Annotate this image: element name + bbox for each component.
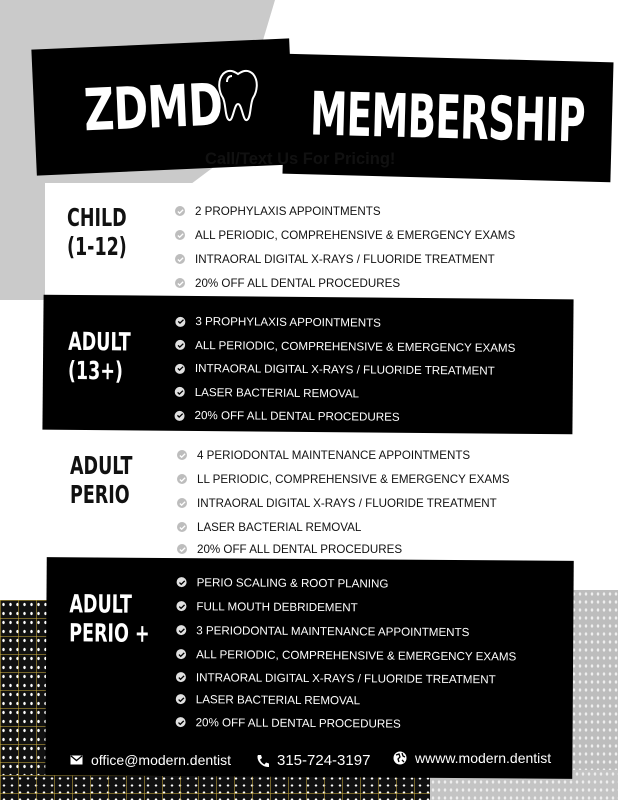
list-item — [175, 247, 515, 271]
phone-icon — [256, 754, 269, 768]
list-item — [176, 688, 516, 712]
feature-text: ALL PERIODIC, COMPREHENSIVE & EMERGENCY EXAMS — [195, 228, 516, 242]
tier-name-line1: ADULT — [68, 326, 131, 357]
list-item — [176, 618, 516, 644]
feature-text: INTRAORAL DIGITAL X-RAYS / FLUORIDE TREATMENT — [194, 362, 495, 378]
tier-name-line1: ADULT — [69, 589, 133, 619]
mail-icon — [70, 755, 83, 765]
list-item — [176, 594, 516, 620]
tier-name — [69, 589, 150, 648]
check-icon — [175, 411, 185, 421]
feature-text: LASER BACTERIAL REMOVAL — [197, 520, 362, 534]
feature-text: LASER BACTERIAL REMOVAL — [195, 692, 361, 707]
list-item — [175, 271, 515, 295]
tier-name — [70, 451, 132, 509]
feature-list — [175, 199, 515, 295]
list-item — [176, 666, 516, 690]
check-icon — [175, 206, 185, 216]
email-link[interactable]: office@modern.dentist — [91, 752, 232, 768]
list-item — [175, 199, 515, 223]
tier-name — [67, 203, 127, 261]
list-item — [175, 380, 515, 406]
check-icon — [175, 387, 185, 397]
footer-phone[interactable] — [256, 752, 370, 769]
check-icon — [176, 649, 186, 659]
tier-name-line1: ADULT — [70, 451, 133, 480]
check-icon — [175, 364, 185, 374]
website-link[interactable]: wwww.modern.dentist — [415, 750, 552, 766]
check-icon — [177, 450, 187, 460]
check-icon — [176, 717, 186, 727]
page-title: MEMBERSHIP — [309, 79, 587, 157]
list-item — [176, 642, 516, 668]
pricing-subtitle: Call/Text Us For Pricing! — [205, 150, 396, 168]
feature-text: INTRAORAL DIGITAL X-RAYS / FLUORIDE TREATMENT — [195, 670, 496, 686]
check-icon — [177, 498, 187, 508]
tier-child — [45, 183, 573, 295]
check-icon — [175, 278, 185, 288]
background-speckle-bottom — [0, 775, 440, 800]
feature-list — [177, 443, 509, 559]
footer-website[interactable] — [393, 750, 551, 766]
feature-text: ALL PERIODIC, COMPREHENSIVE & EMERGENCY EXAMS — [196, 647, 517, 663]
check-icon — [175, 340, 185, 350]
list-item — [177, 539, 509, 559]
list-item — [174, 404, 514, 430]
tier-name — [68, 327, 131, 386]
feature-text: LL PERIODIC, COMPREHENSIVE & EMERGENCY EXAMS — [197, 472, 510, 486]
list-item — [175, 357, 515, 383]
feature-text: 3 PERIODONTAL MAINTENANCE APPOINTMENTS — [196, 623, 470, 639]
footer-email[interactable] — [70, 752, 231, 768]
list-item — [176, 710, 516, 736]
list-item — [177, 491, 509, 515]
check-icon — [177, 544, 187, 554]
check-icon — [175, 317, 185, 327]
tier-adult-perio-plus — [45, 557, 574, 779]
check-icon — [176, 694, 186, 704]
brand-name: ZDMD — [82, 70, 224, 145]
feature-text: ALL PERIODIC, COMPREHENSIVE & EMERGENCY EXAMS — [195, 338, 516, 355]
list-item — [175, 310, 515, 336]
tier-name-line2: PERIO + — [69, 618, 150, 648]
list-item — [177, 515, 509, 539]
check-icon — [175, 230, 185, 240]
tooth-icon — [215, 68, 261, 124]
check-icon — [177, 577, 187, 587]
feature-text: INTRAORAL DIGITAL X-RAYS / FLUORIDE TREATMENT — [197, 496, 497, 510]
feature-text: PERIO SCALING & ROOT PLANING — [196, 575, 389, 591]
check-icon — [176, 601, 186, 611]
feature-text: LASER BACTERIAL REMOVAL — [194, 385, 360, 401]
globe-icon — [393, 751, 407, 765]
list-item — [175, 223, 515, 247]
phone-link[interactable]: 315-724-3197 — [277, 752, 371, 769]
tier-adult-perio — [45, 437, 573, 559]
feature-text: 20% OFF ALL DENTAL PROCEDURES — [194, 409, 400, 425]
check-icon — [175, 254, 185, 264]
check-icon — [177, 474, 187, 484]
tier-adult — [42, 295, 573, 435]
tier-name-line2: (13+) — [67, 355, 124, 386]
list-item — [177, 467, 509, 491]
feature-list — [176, 570, 517, 736]
check-icon — [176, 625, 186, 635]
list-item — [177, 443, 509, 467]
feature-text: FULL MOUTH DEBRIDEMENT — [196, 599, 358, 614]
feature-text: 20% OFF ALL DENTAL PROCEDURES — [197, 542, 403, 556]
check-icon — [177, 522, 187, 532]
feature-text: 20% OFF ALL DENTAL PROCEDURES — [195, 715, 401, 731]
tier-name-line2: (1-12) — [67, 232, 127, 261]
feature-text: INTRAORAL DIGITAL X-RAYS / FLUORIDE TREATMENT — [195, 252, 495, 266]
feature-list — [174, 310, 515, 430]
tier-name-line1: CHILD — [67, 203, 127, 232]
feature-text: 3 PROPHYLAXIS APPOINTMENTS — [195, 315, 381, 330]
tier-name-line2: PERIO — [70, 480, 130, 509]
feature-text: 20% OFF ALL DENTAL PROCEDURES — [195, 276, 401, 290]
list-item — [175, 333, 515, 359]
list-item — [177, 570, 517, 596]
feature-text: 4 PERIODONTAL MAINTENANCE APPOINTMENTS — [197, 448, 471, 462]
check-icon — [176, 672, 186, 682]
feature-text: 2 PROPHYLAXIS APPOINTMENTS — [195, 204, 381, 218]
